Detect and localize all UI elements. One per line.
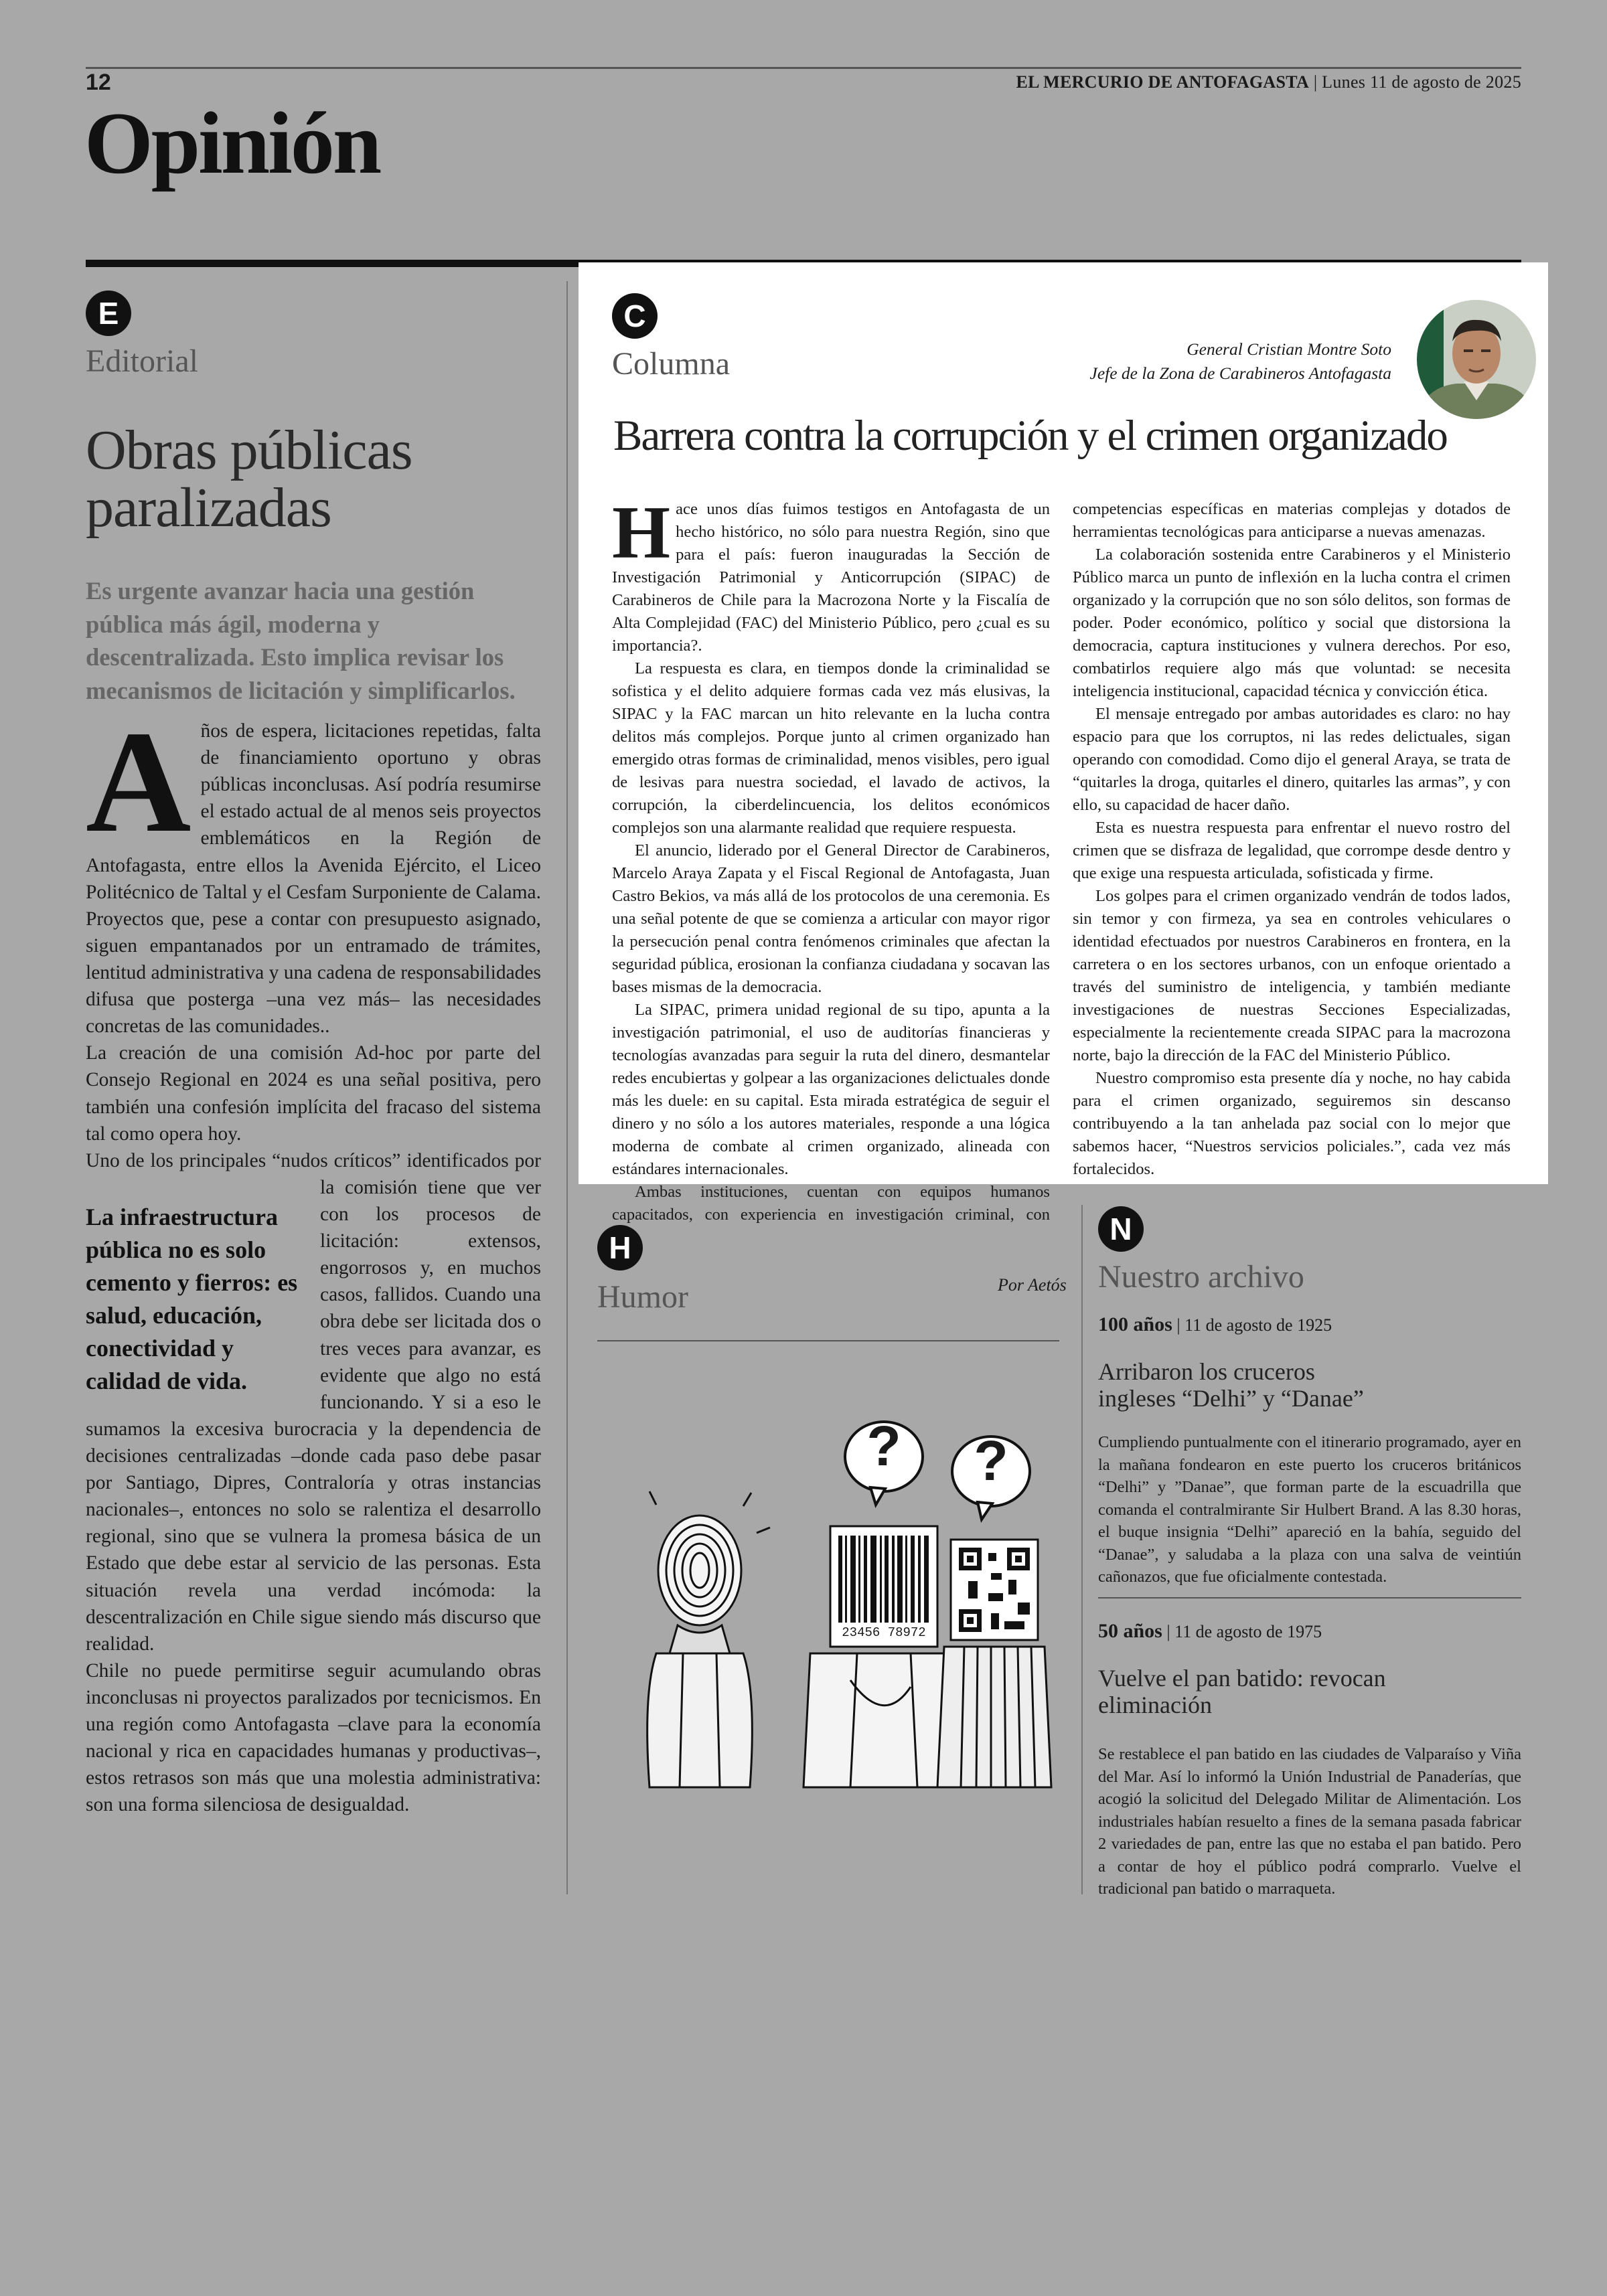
question-mark-right: ? — [974, 1429, 1008, 1492]
editorial-divider — [566, 281, 568, 1894]
column-paragraph: Los golpes para el crimen organizado vendrán de todos lados, sin temor y con firmeza, ya sea en controles vehiculares o identidad efectuados por nuestros Carabineros en frontera, en la carretera o en los sectores urbanos, con un enfoque orientado a través del suministro de inteligencia, y también mediante investigaciones de nuestras Secciones Especializadas, especialmente la recientemente creada SIPAC para la macrozona norte, bajo la dirección de la FAC del Ministerio Público. — [1073, 886, 1511, 1064]
archive-badge: N — [1098, 1206, 1144, 1252]
archive-item-body: Se restablece el pan batido en las ciudades de Valparaíso y Viña del Mar. Así lo informó la Unión Industrial de Panaderías, que acogió la solicitud del Delegado Militar de Alimentación. Los industriales habían resuelto a fines de la semana pasada fabricar 2 variedades de pan, entre las que no estaba el pan batido. Pero a contar de hoy el público podrá comprarlo. Vuelve el tradicional pan batido o marraqueta. — [1098, 1745, 1521, 1898]
column-dropcap: H — [612, 491, 671, 574]
column-paragraph: Ambas instituciones, cuentan con equipos humanos capacitados, con experiencia en investigación criminal, con competencias específicas en materias complejas y dotados de herramientas tecnológicas para anticiparse a nuevas amenazas. — [612, 500, 1511, 1224]
editorial-paragraph: La creación de una comisión Ad-hoc por parte del Consejo Regional en 2024 es una señal positiva, pero también una confesión implícita del fracaso del sistema tal como opera hoy. — [86, 1042, 541, 1145]
author-name: General Cristian Montre Soto — [1187, 339, 1391, 359]
masthead: EL MERCURIO DE ANTOFAGASTA | Lunes 11 de agosto de 2025 — [1016, 72, 1521, 92]
column-paragraph: Hace unos días fuimos testigos en Antofagasta de un hecho histórico, no sólo para nuestra Región, sino que para el país: fueron inauguradas la Sección de Investigación Patrimonial y Anticorrupción (SIPAC) de Carabineros de Chile para la Macrozona Norte y la Fiscalía de Alta Complejidad (FAC) del Ministerio Público, pero ¿cual es su importancia?. — [612, 491, 1050, 655]
humor-badge: H — [597, 1225, 643, 1270]
cartoon — [629, 1412, 1058, 1814]
column-kicker: Columna — [612, 346, 730, 382]
column-badge: C — [612, 293, 658, 339]
question-mark-left: ? — [866, 1414, 901, 1477]
editorial-kicker: Editorial — [86, 343, 198, 379]
humor-kicker: Humor — [597, 1279, 688, 1315]
column-box — [579, 262, 1548, 1224]
column-paragraph: Nuestro compromiso esta presente día y noche, no hay cabida para el crimen organizado, seguiremos sin descanso contribuyendo a la tan anhelada paz social con lo mejor que sabemos hacer, “Nuestros servicios policiales.”, cada vez más fortalecidos. — [1073, 1068, 1511, 1178]
author-avatar — [1417, 300, 1536, 419]
column-headline: Barrera contra la corrupción y el crimen organizado — [613, 412, 1447, 460]
archive-item-headline: Arribaron los cruceros ingleses “Delhi” y “Danae” — [1098, 1358, 1364, 1412]
editorial-badge: E — [86, 291, 131, 336]
editorial-pullquote: La infraestructura pública no es solo cemento y fierros: es salud, educación, conectividad y calidad de vida. — [86, 1203, 298, 1394]
column-paragraph: La SIPAC, primera unidad regional de su tipo, apunta a la investigación patrimonial, el uso de auditorías financieras y tecnologías avanzadas para seguir la ruta del dinero, desmantelar redes encubiertas y golpear a las organizaciones delictuales donde más les duele: en su capital. Esta mirada estratégica de seguir el dinero y no sólo a los autores materiales, responde a una lógica moderna de combate al crimen organizado, alineada con estándares internacionales. — [612, 1000, 1050, 1178]
editorial-paragraph: Uno de los principales “nudos críticos” identificados La infraestructura pública no es solo cemento y fierros: es salud, educación, conectividad y calidad de vida. por la comisión tiene que ver con los procesos de licitación: extensos, engorrosos y, en muchos casos, fallidos. Cuando una obra debe ser licitada dos o tres veces para avanzar, es evidente que algo no está funcionando. Y si a eso le sumamos la excesiva burocracia y la dependencia de decisiones centralizadas –donde cada paso debe pasar por Santiago, Dipres, Contraloría y otras instancias nacionales–, entonces no solo se ralentiza el desarrollo regional, sino que se vulnera la promesa básica de un Estado que debe estar al servicio de las personas. Esta situación revela una verdad incómoda: la descentralización en Chile sigue siendo más discurso que realidad. — [86, 1149, 541, 1655]
editorial-lead: Es urgente avanzar hacia una gestión pública más ágil, moderna y descentralizada. Esto implica revisar los mecanismos de licitación y simplificarlos. — [86, 577, 516, 704]
archive-item-date: 100 años | 11 de agosto de 1925 — [1098, 1313, 1332, 1335]
column-paragraph: La respuesta es clara, en tiempos donde la criminalidad se sofistica y el delito adquiere formas cada vez más elusivas, la SIPAC y la FAC marcan un hito relevante en la lucha contra delitos más complejos. Porque junto al crimen organizado han emergido otras formas de criminalidad, menos visibles, pero igual de lesivas para nuestra sociedad, el lavado de activos, la corrupción, la ciberdelincuencia, los delitos económicos complejos son una alarmante realidad que requiere respuesta. — [612, 659, 1050, 837]
editorial-paragraph: Chile no puede permitirse seguir acumulando obras inconclusas ni proyectos paralizados por tecnicismos. En una región como Antofagasta –clave para la economía nacional y rica en capacidades humanas y productivas–, estos retrasos son más que una molestia administrativa: son una forma silenciosa de desigualdad. — [86, 1659, 541, 1816]
humor-byline: Por Aetós — [998, 1275, 1067, 1295]
issue-date: Lunes 11 de agosto de 2025 — [1322, 72, 1521, 92]
page-number: 12 — [86, 70, 111, 95]
editorial-headline: Obras públicas paralizadas — [86, 419, 412, 539]
top-rule — [86, 67, 1521, 69]
archive-item-date: 50 años | 11 de agosto de 1975 — [1098, 1620, 1322, 1642]
archive-item-headline: Vuelve el pan batido: revocan eliminación — [1098, 1665, 1386, 1718]
editorial-dropcap: A — [86, 702, 192, 863]
archive-kicker: Nuestro archivo — [1098, 1259, 1304, 1295]
editorial-paragraph: Años de espera, licitaciones repetidas, falta de financiamiento oportuno y obras públicas inconclusas. Así podría resumirse el estado actual de al menos seis proyectos emblemáticos en la Región de Antofagasta, entre ellos la Avenida Ejército, el Liceo Politécnico de Taltal y el Cesfam Surponiente de Calama. Proyectos que, pese a contar con presupuesto asignado, siguen empantanados por un entramado de trámites, lentitud administrativa y una cadena de responsabilidades difusa que posterga –una vez más– las necesidades concretas de las comunidades.. — [86, 702, 541, 1038]
section-title: Opinión — [84, 94, 380, 192]
column-paragraph: El anuncio, liderado por el General Director de Carabineros, Marcelo Araya Zapata y el Fiscal Regional de Antofagasta, Juan Castro Bekios, va más allá de los protocolos de una ceremonia. Es una señal potente de que se comienza a articular con mayor rigor la persecución penal contra fenómenos criminales que afectan la seguridad pública, erosionan la confianza ciudadana y socavan las bases mismas de la democracia. — [612, 841, 1050, 996]
column-paragraph: La colaboración sostenida entre Carabineros y el Ministerio Público marca un punto de inflexión en la lucha contra el crimen organizado y la corrupción que no son sólo delitos, son formas de poder. Poder económico, político y social que distorsiona la democracia, captura instituciones y vulnera derechos. Por eso, combatirlos requiere algo más que voluntad: se necesita inteligencia institucional, capacidad técnica y convicción ética. — [1073, 545, 1511, 700]
author-title: Jefe de la Zona de Carabineros Antofagasta — [1089, 363, 1391, 383]
column-paragraph: El mensaje entregado por ambas autoridades es claro: no hay espacio para que los corruptos, ni las redes delictuales, sigan operando con comodidad. Como dijo el general Araya, se trata de “quitarles la droga, quitarles el dinero, quitarles las armas”, y con ello, su capacidad de hacer daño. — [1073, 704, 1511, 814]
column-paragraph: Esta es nuestra respuesta para enfrentar el nuevo rostro del crimen que se disfraza de legalidad, que corrompe desde dentro y que exige una respuesta articulada, sofisticada y firme. — [1073, 818, 1511, 882]
humor-rule — [597, 1340, 1059, 1341]
column-body — [612, 491, 1511, 1226]
barcode-number: 23456 78972 — [842, 1625, 926, 1640]
archive-item-body: Cumpliendo puntualmente con el itinerario programado, ayer en la mañana fondearon en este puerto los cruceros británicos “Delhi” y ”Danae”, que forman parte de la escuadrilla que comanda el contralmirante Sir Hulbert Brand. A las 8.30 horas, el buque insignia “Delhi” apareció en la bahía, seguido del “Danae”, y saludaba a la plaza con una salva de veintiún cañonazos, que fue oficialmente contestada. — [1098, 1433, 1521, 1586]
archive-rule — [1098, 1597, 1521, 1598]
archive-divider — [1081, 1205, 1083, 1894]
author-photo-icon — [1417, 300, 1536, 419]
editorial-body — [86, 702, 541, 1818]
paper-name: EL MERCURIO DE ANTOFAGASTA — [1016, 72, 1310, 92]
